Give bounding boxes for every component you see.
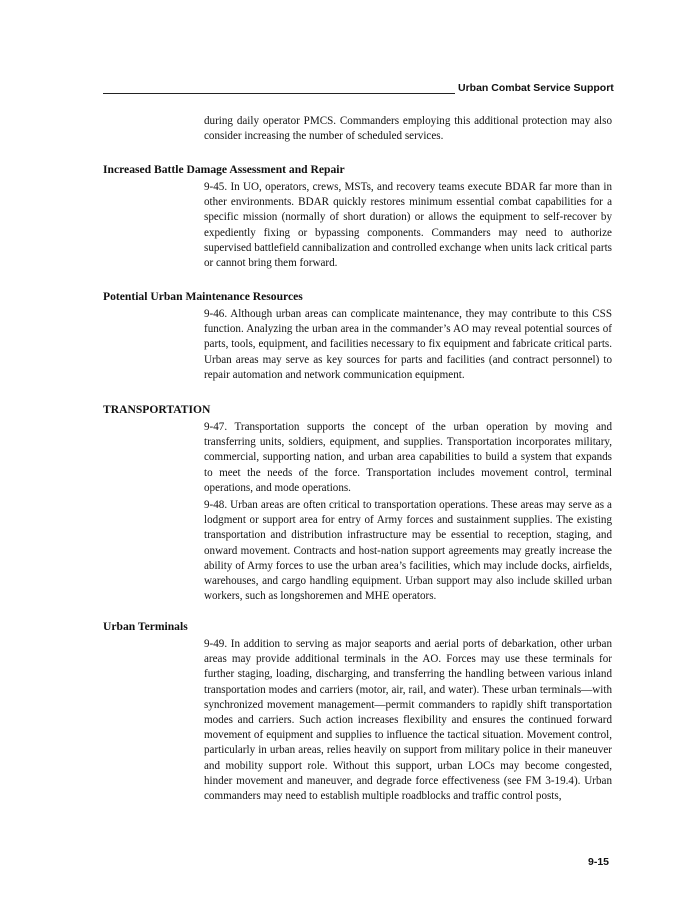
section-heading-transportation: TRANSPORTATION [103, 403, 211, 416]
section-heading-bdar: Increased Battle Damage Assessment and Repair [103, 163, 345, 176]
section-heading-maintenance: Potential Urban Maintenance Resources [103, 290, 303, 303]
header-rule [103, 93, 455, 94]
paragraph-9-47: 9-47. Transportation supports the concept of the urban operation by moving and transferring units, soldiers, equipment, and supplies. Transportation incorporates military, commercial, supporting nation, and urban area capabilities to build a system that expands to meet the needs of the force. Transportation includes movement control, terminal operations, and mode operations. [204, 421, 612, 494]
paragraph-continued: during daily operator PMCS. Commanders employing this additional protection may also consider increasing the number of scheduled services. [204, 115, 612, 143]
section-heading-urban-terminals: Urban Terminals [103, 620, 188, 633]
paragraph-9-48: 9-48. Urban areas are often critical to transportation operations. These areas may serve as a lodgment or support area for entry of Army forces and sustainment supplies. The existing transportation and distribution infrastructure may be essential to reception, staging, and onward movement. Contracts and host-nation support agreements may greatly increase the ability of Army forces to use the urban area’s facilities, which may include docks, airfields, warehouses, and cargo handling equipment. Urban support may also include skilled urban workers, such as longshoremen and MHE operators. [204, 499, 612, 603]
paragraph-9-45: 9-45. In UO, operators, crews, MSTs, and recovery teams execute BDAR far more than in other environments. BDAR quickly restores minimum essential combat capabilities for a specific mission (normally of short duration) or allows the equipment to self-recover by expediently fixing or bypassing components. Commanders may need to authorize supervised battlefield cannibalization and controlled exchange when units lack critical parts or cannot bring them forward. [204, 181, 612, 270]
paragraph-9-46: 9-46. Although urban areas can complicate maintenance, they may contribute to this CSS function. Analyzing the urban area in the commander’s AO may reveal potential sources of parts, tools, equipment, and facilities necessary to fix equipment and fabricate critical parts. Urban areas may serve as key sources for parts and facilities (and contract personnel) to repair automation and network communication equipment. [204, 308, 612, 381]
paragraph-9-49: 9-49. In addition to serving as major seaports and aerial ports of debarkation, other urban areas may provide additional terminals in the AO. Forces may use these terminals for further staging, loading, discharging, and transferring the handling between various inland transportation modes and carriers (motor, air, rail, and water). These urban terminals—with synchronized movement management—permit commanders to rapidly shift transportation modes and carriers. Such action increases flexibility and ensures the continued forward movement of equipment and supplies to influence the tactical situation. Movement control, particularly in urban areas, relies heavily on support from military police in their maneuver and mobility support role. Without this support, urban LOCs may become congested, hinder movement and maneuver, and degrade force effectiveness (see FM 3-19.4). Urban commanders may need to establish multiple roadblocks and traffic control posts, [204, 638, 612, 803]
running-header-title: Urban Combat Service Support [458, 82, 614, 94]
page-number: 9-15 [588, 856, 610, 868]
